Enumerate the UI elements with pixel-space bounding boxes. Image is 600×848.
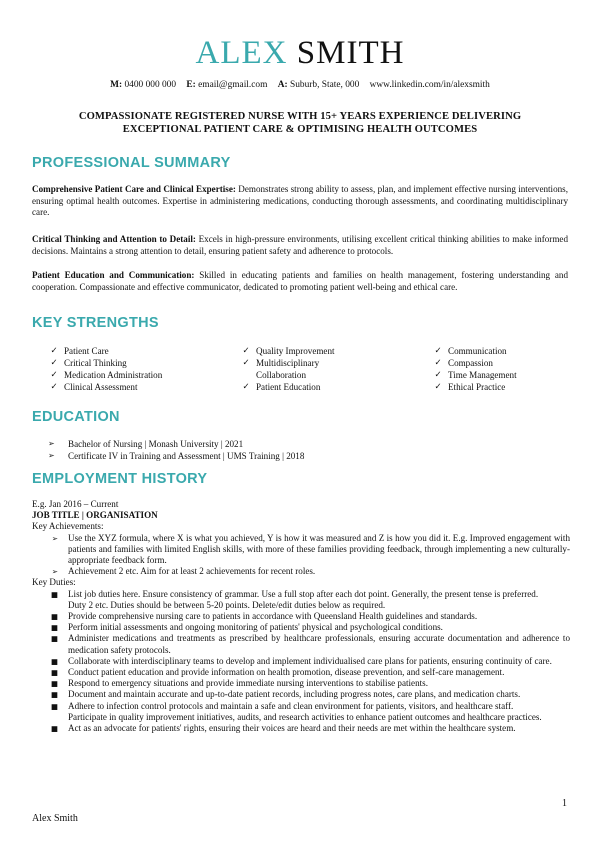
arrow-bullet-icon: ➢ [51, 533, 58, 543]
checkmark-icon: ✓ [50, 346, 58, 356]
list-item: ■ Respond to emergency situations and provide immediate nursing interventions to stabilise patients. [32, 678, 570, 689]
list-item: ■ Conduct patient education and provide information on health promotion, disease prevention, and self-care management. [32, 667, 570, 678]
list-item: ■ Perform initial assessments and ongoing monitoring of patients' physical and psychological conditions. [32, 622, 570, 633]
list-item: ➢ Certificate IV in Training and Assessment | UMS Training | 2018 [48, 451, 305, 462]
list-item: ✓ Ethical Practice [428, 381, 517, 393]
list-item: ✓ Compassion [428, 357, 517, 369]
strengths-column-3 [428, 345, 517, 393]
footer-name: Alex Smith [32, 813, 78, 824]
square-bullet-icon: ■ [50, 701, 58, 711]
mobile-value: 0400 000 000 [124, 80, 177, 90]
summary-paragraph-3 [32, 270, 568, 293]
square-bullet-icon: ■ [50, 634, 58, 644]
last-name: SMITH [296, 35, 405, 71]
summary-lead-2: Critical Thinking and Attention to Detail: [32, 234, 196, 244]
square-bullet-icon: ■ [50, 668, 58, 678]
square-bullet-icon: ■ [50, 690, 58, 700]
headline-line-2: EXCEPTIONAL PATIENT CARE & OPTIMISING HEALTH OUTCOMES [122, 124, 478, 135]
section-title-employment: EMPLOYMENT HISTORY [32, 471, 208, 487]
candidate-name [0, 34, 600, 72]
list-item: ■ List job duties here. Ensure consistency of grammar. Use a full stop after each dot point. Generally, the present tense is preferred. [32, 589, 570, 600]
checkmark-icon: ✓ [50, 382, 58, 392]
list-item: ■ Act as an advocate for patients' rights, ensuring their voices are heard and their needs are met within the healthcare system. [32, 723, 570, 734]
list-item: ➢ Achievement 2 etc. Aim for at least 2 achievements for recent roles. [32, 566, 570, 577]
square-bullet-icon: ■ [50, 724, 58, 734]
checkmark-icon: ✓ [242, 346, 250, 356]
page-number: 1 [562, 798, 567, 809]
strengths-column-1 [44, 345, 162, 393]
summary-text-2: Excels in high-pressure environments, utilising excellent critical thinking abilities to make informed decisions. Maintains a strong attention to detail, ensuring patient safety and adherence to protocols. [32, 234, 568, 256]
list-item: ■ Collaborate with interdisciplinary teams to develop and implement individualised care plans for patients, ensuring continuity of care. [32, 656, 570, 667]
achievements-label: Key Achievements: [32, 521, 104, 532]
list-item: ➢ Use the XYZ formula, where X is what you achieved, Y is how it was measured and Z is how you did it. E.g. Improved engagement with patients and families with limited English skills, with more of these families providing feedback, through implementing a new culturally-appropriate feedback form. [32, 533, 570, 567]
list-item: ✓ Medication Administration [44, 369, 162, 381]
headline-line-1: COMPASSIONATE REGISTERED NURSE WITH 15+ YEARS EXPERIENCE DELIVERING [78, 111, 522, 122]
summary-text-3: Skilled in educating patients and families on health management, fostering understanding and cooperation. Compassionate and effective communicator, dedicated to promoting patient well-being and ethical care. [32, 270, 568, 292]
summary-lead-3: Patient Education and Communication: [32, 270, 195, 280]
list-item: ■ Provide comprehensive nursing care to patients in accordance with Queensland Health guidelines and standards. [32, 611, 570, 622]
list-item: Participate in quality improvement initiatives, audits, and research activities to enhance patient outcomes and healthcare practices. [68, 711, 542, 722]
contact-line [0, 80, 600, 90]
summary-paragraph-1 [32, 184, 568, 219]
square-bullet-icon: ■ [50, 623, 58, 633]
square-bullet-icon: ■ [50, 679, 58, 689]
summary-text-1: Demonstrates strong ability to assess, plan, and implement effective nursing interventions, ensuring optimal health outcomes. Expertise in administering medications, conducting thorough assessments, and coordinating multidisciplinary care. [32, 184, 568, 218]
list-item: ✓ Time Management [428, 369, 517, 381]
square-bullet-icon: ■ [50, 656, 58, 666]
education-list [48, 438, 304, 463]
checkmark-icon: ✓ [434, 370, 442, 380]
address-value: Suburb, State, 000 [290, 80, 360, 90]
mobile-label: M: [110, 80, 123, 90]
list-item: ✓ Quality Improvement [236, 345, 335, 357]
section-title-strengths: KEY STRENGTHS [32, 315, 159, 331]
checkmark-icon: ✓ [434, 382, 442, 392]
list-item: Collaboration [256, 370, 307, 380]
headline [30, 110, 570, 136]
list-item: Duty 2 etc. Duties should be between 5-20 points. Delete/edit duties below as required. [68, 599, 386, 610]
list-item: ✓ Patient Education [236, 381, 335, 393]
employment-entry [32, 499, 570, 734]
section-title-summary: PROFESSIONAL SUMMARY [32, 155, 231, 171]
first-name: ALEX [195, 35, 288, 71]
email-value: email@gmail.com [198, 80, 268, 90]
checkmark-icon: ✓ [434, 346, 442, 356]
checkmark-icon: ✓ [50, 370, 58, 380]
section-title-education: EDUCATION [32, 409, 120, 425]
list-item: ✓ Clinical Assessment [44, 381, 162, 393]
list-item: ■ Adhere to infection control protocols and maintain a safe and clean environment for patients, visitors, and healthcare staff. [32, 701, 570, 712]
square-bullet-icon: ■ [50, 612, 58, 622]
summary-lead-1: Comprehensive Patient Care and Clinical Expertise: [32, 184, 236, 194]
checkmark-icon: ✓ [242, 358, 250, 368]
arrow-bullet-icon: ➢ [51, 567, 58, 577]
checkmark-icon: ✓ [50, 358, 58, 368]
linkedin-link[interactable]: www.linkedin.com/in/alexsmith [369, 80, 490, 90]
checkmark-icon: ✓ [434, 358, 442, 368]
list-item: ■ Administer medications and treatments as prescribed by healthcare professionals, ensuring accurate documentation and adherence to medication safety protocols. [32, 633, 570, 655]
arrow-bullet-icon: ➢ [48, 451, 55, 461]
email-label: E: [186, 80, 196, 90]
summary-paragraph-2 [32, 234, 568, 257]
list-item: ✓ Patient Care [44, 345, 162, 357]
job-title: JOB TITLE | ORGANISATION [32, 510, 158, 521]
address-label: A: [277, 80, 288, 90]
list-item: ✓ Critical Thinking [44, 357, 162, 369]
strengths-column-2 [236, 345, 335, 393]
list-item: ➢ Bachelor of Nursing | Monash University | 2021 [48, 439, 244, 449]
arrow-bullet-icon: ➢ [48, 439, 55, 448]
list-item: ✓ Communication [428, 345, 517, 357]
list-item: ✓ Multidisciplinary [236, 357, 335, 369]
checkmark-icon: ✓ [242, 382, 250, 392]
duties-label: Key Duties: [32, 577, 76, 588]
job-dates: E.g. Jan 2016 – Current [32, 499, 119, 509]
square-bullet-icon: ■ [50, 589, 58, 599]
list-item: ■ Document and maintain accurate and up-to-date patient records, including progress notes, care plans, and medication charts. [32, 689, 570, 700]
